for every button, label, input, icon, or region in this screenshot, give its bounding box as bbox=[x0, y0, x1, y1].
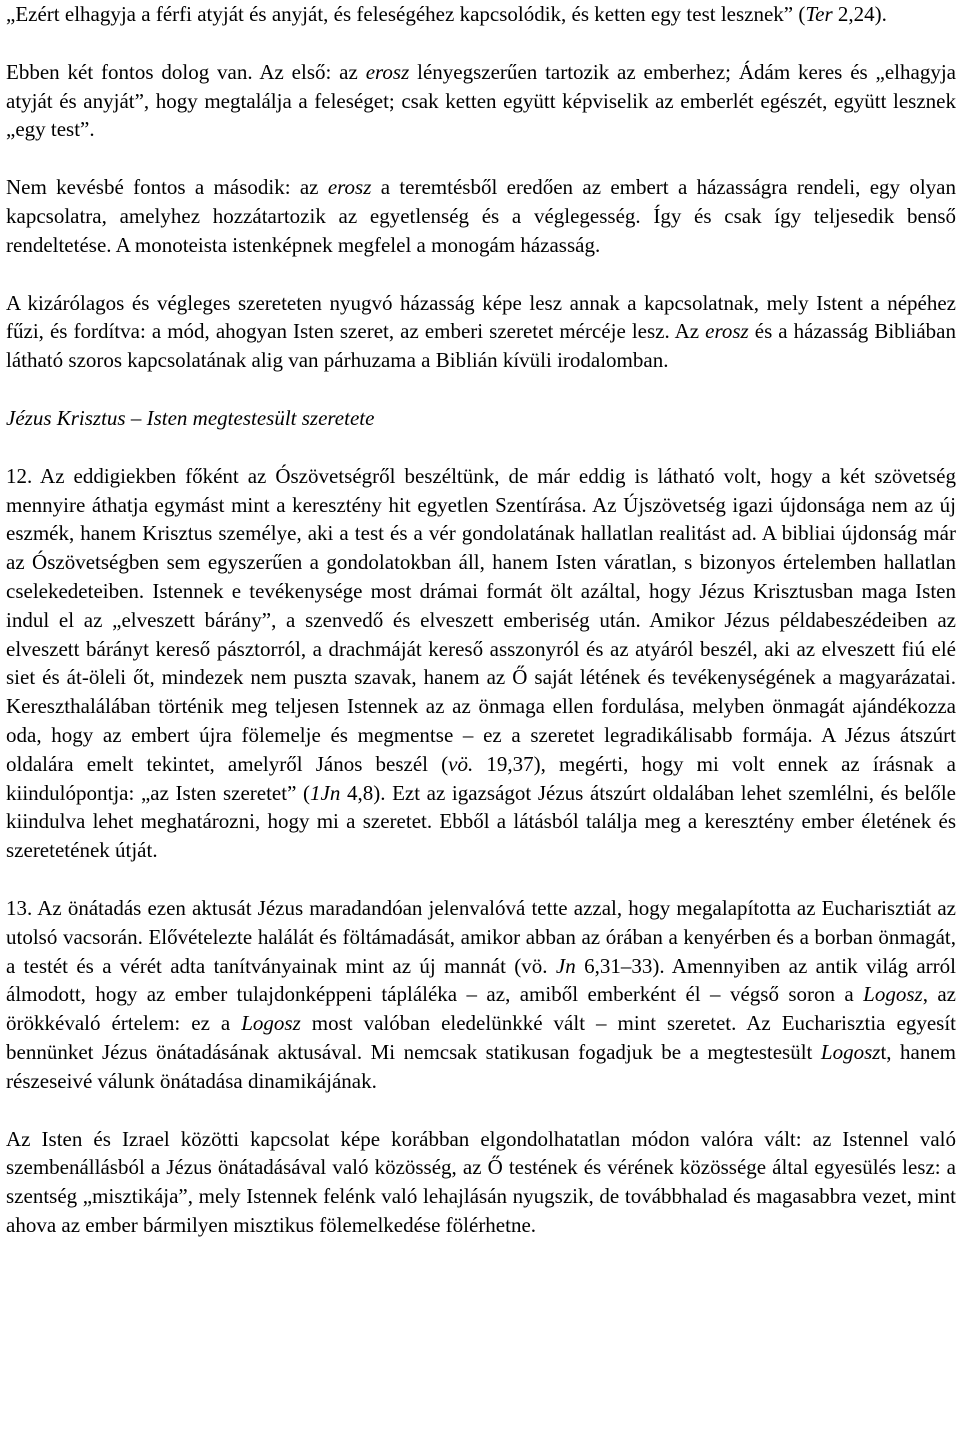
text-segment-italic: Ter bbox=[805, 2, 833, 26]
text-segment-italic: Jn bbox=[555, 953, 576, 978]
text-segment: és a házasság Bibliában látható szoros kapcsolatának alig van párhuzama a Biblián kívüli irodalomban. bbox=[6, 319, 956, 373]
text-segment-italic: erosz bbox=[365, 59, 410, 84]
text-segment: 19,37), megérti, hogy mi volt ennek az írásnak a kiindulópontja: „az Isten szeretet” ( bbox=[6, 751, 956, 805]
text-segment: t, hanem részeseivé válunk önátadása dinamikájának. bbox=[6, 1039, 957, 1093]
text-segment-italic: vö. bbox=[448, 751, 474, 776]
text-segment: Az Isten és Izrael közötti kapcsolat képe korábban elgondolhatatlan módon valóra vált: az Istennel való szembenállásból a Jézus önátadásával való közösség, az Ő testének és vérének közössége által egyesülés lesz: a szentség „misztikája”, mely Istennek felénk való lehajlásán nyugszik, de továbbhalad és magasabbra vezet, mint ahova az ember bármilyen misztikus fölemelkedése fölérhetne. bbox=[6, 1126, 956, 1237]
text-segment: 12. Az eddigiekben főként az Ószövetségről beszéltünk, de már eddig is látható volt, hogy a két szövetség mennyire áthatja egymást mint a keresztény hit egyetlen Szentírása. Az Újszövetség igazi újdonsága nem az új eszmék, hanem Krisztus személye, aki a test és a vér gondolatának hallatlan realitást ad. A bibliai újdonság már az Ószövetségben sem egyszerűen a gondolatokban áll, hanem Isten váratlan, s bizonyos értelemben hallatlan cselekedeteiben. Istennek e tevékenysége most drámai formát ölt azáltal, hogy Jézus Krisztusban maga Isten indul el az „elveszett bárány”, a szenvedő és elveszett emberiség után. Amikor Jézus példabeszédeiben az elveszett bárányt kereső pásztorról, a drachmáját kereső asszonyról és az atyáról beszél, aki az elveszett fiú elé siet és át-öleli őt, mindezek nem puszta szavak, hanem az Ő saját létének és tevékenységének a magyarázatai. Kereszthalálában történik meg teljesen Istennek az az önmaga ellen fordulása, melyben önmagát ajándékozza oda, hogy az embert újra fölemelje és megmentse – ez a szeretet legradikálisabb formája. A Jézus átszúrt oldalára emelt tekintet, amelyről János beszél ( bbox=[6, 463, 956, 776]
paragraph-13 bbox=[6, 894, 956, 1096]
text-segment-italic: Logosz bbox=[241, 1011, 301, 1036]
text-segment: a teremtésből eredően az embert a házasságra rendeli, egy olyan kapcsolatra, amelyhez hozzátartozik az egyetlenség és a véglegesség. Így és csak így teljesedik benső rendeltetése. A monoteista istenképnek megfelel a monogám házasság. bbox=[6, 175, 956, 257]
paragraph-marriage-image bbox=[6, 289, 956, 375]
paragraph-genesis-quote bbox=[6, 0, 956, 29]
text-segment-italic: erosz bbox=[705, 319, 749, 344]
text-segment: most valóban eledelünkké vált – mint szeretet. Az Eucharisztia egyesít bennünket Jézus önátadásának aktusával. Mi nemcsak statikusan fogadjuk be a megtestesült bbox=[6, 1011, 956, 1064]
paragraph-israel bbox=[6, 1125, 956, 1240]
text-segment: lényegszerűen tartozik az emberhez; Ádám keres és „elhagyja atyját és anyját”, hogy megtalálja a feleséget; csak ketten együtt képviselik az emberlét egészét, együtt lesznek „egy test”. bbox=[6, 59, 956, 142]
section-heading: Jézus Krisztus – Isten megtestesült szeretete bbox=[6, 405, 375, 430]
text-segment-italic: erosz bbox=[327, 175, 372, 200]
text-segment: Nem kevésbé fontos a második: az bbox=[6, 175, 328, 200]
document-page bbox=[6, 0, 956, 1269]
paragraph-two-things bbox=[6, 58, 956, 144]
text-segment: 6,31–33). Amennyiben az antik világ arról álmodott, hogy az ember tulajdonképpeni tápláléka – az, amiből emberként él – végső soron a bbox=[6, 953, 956, 1007]
text-segment: 4,8). Ezt az igazságot Jézus átszúrt oldalában lehet szemlélni, és belőle kiindulva lehet meghatározni, hogy mi a szeretet. Ebből a látásból találja meg a keresztény ember életének és szeretetének útját. bbox=[6, 780, 956, 863]
paragraph-12 bbox=[6, 462, 956, 865]
text-segment: , az örökkévaló értelem: ez a bbox=[6, 982, 956, 1036]
text-segment: A kizárólagos és végleges szereteten nyugvó házasság képe lesz annak a kapcsolatnak, mely Istent a népéhez fűzi, és fordítva: a mód, ahogyan Isten szeret, az emberi szeretet mércéje lesz. Az bbox=[6, 290, 956, 344]
text-segment: 2,24). bbox=[832, 2, 887, 26]
paragraph-second-point bbox=[6, 173, 956, 259]
text-segment-italic: Logosz bbox=[820, 1039, 881, 1064]
text-segment-italic: 1Jn bbox=[310, 780, 341, 805]
text-segment: 13. Az önátadás ezen aktusát Jézus maradandóan jelenvalóvá tette azzal, hogy megalapította az Eucharisztiát az utolsó vacsorán. Elővételezte halálát és föltámadását, amikor abban az órában a kenyérben és a borban önmagát, a testét és a vérét adta tanítványainak mint az új mannát (vö. bbox=[6, 895, 956, 978]
text-segment: „Ezért elhagyja a férfi atyját és anyját, és feleségéhez kapcsolódik, és ketten egy test lesznek” ( bbox=[6, 2, 806, 26]
text-segment-italic: Logosz bbox=[863, 982, 923, 1007]
text-segment: Ebben két fontos dolog van. Az első: az bbox=[6, 59, 366, 84]
